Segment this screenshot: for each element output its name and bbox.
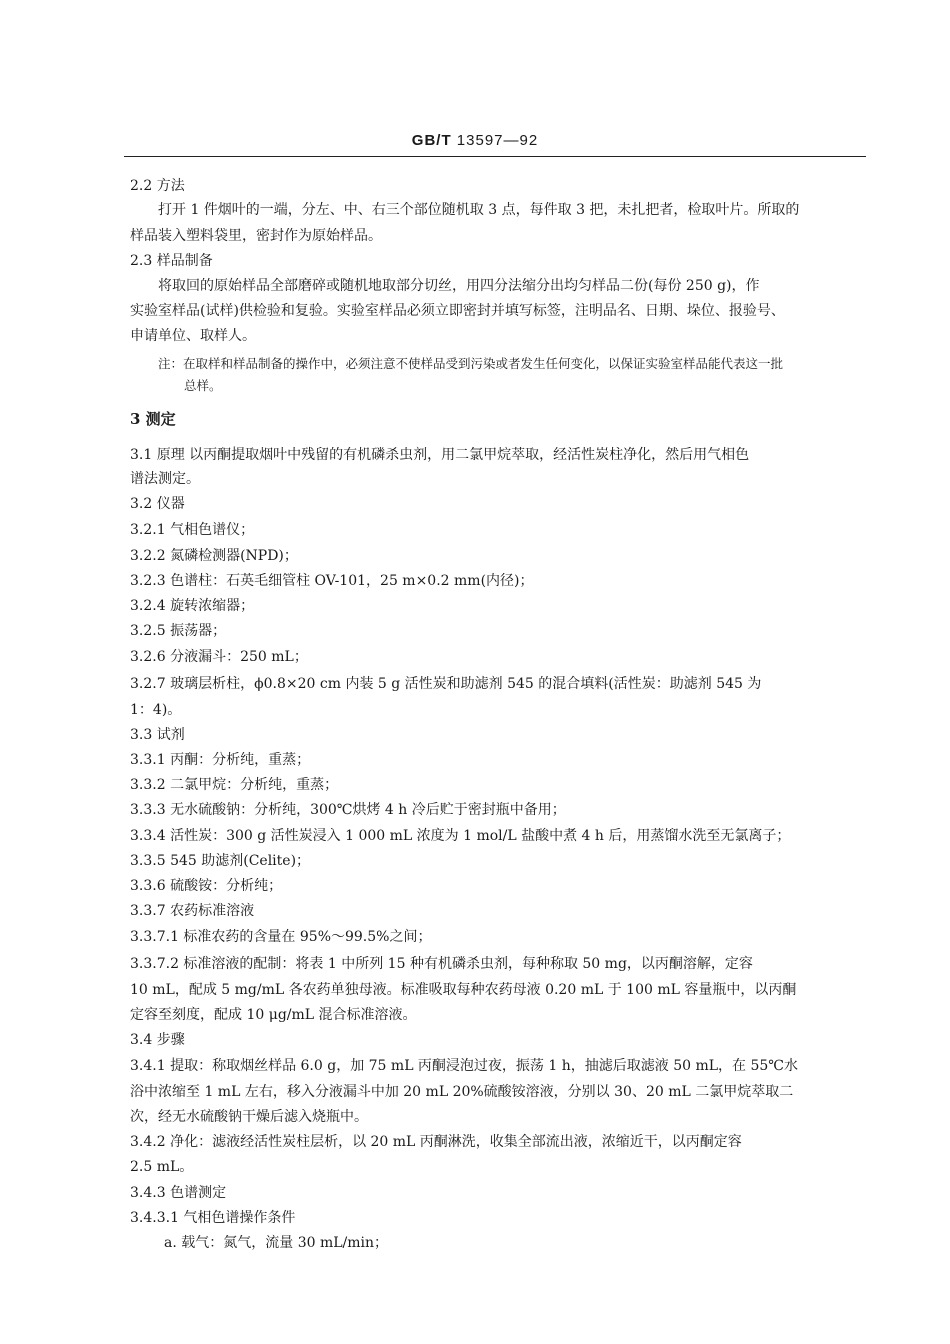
list-item: 3.4.3.1 气相色谱操作条件 bbox=[130, 1210, 296, 1226]
paragraph-line: 实验室样品(试样)供检验和复验。实验室样品必须立即密封并填写标签，注明品名、日期、垛位、报验号、 bbox=[130, 303, 785, 319]
paragraph-line: 3.1 原理 以丙酮提取烟叶中残留的有机磷杀虫剂，用二氯甲烷萃取，经活性炭柱净化，然后用气相色 bbox=[130, 447, 750, 463]
paragraph-line: 浴中浓缩至 1 mL 左右，移入分液漏斗中加 20 mL 20%硫酸铵溶液，分别以 30、20 mL 二氯甲烷萃取二 bbox=[130, 1084, 794, 1100]
list-item: 3.2.2 氮磷检测器(NPD)； bbox=[130, 548, 298, 564]
chapter-heading: 3 测定 bbox=[130, 410, 176, 428]
paragraph-line: 定容至刻度，配成 10 μg/mL 混合标准溶液。 bbox=[130, 1007, 417, 1023]
list-item: 3.3.2 二氯甲烷：分析纯，重蒸； bbox=[130, 777, 339, 793]
list-item: 3.2.1 气相色谱仪； bbox=[130, 522, 255, 538]
list-item: 3.3.5 545 助滤剂(Celite)； bbox=[130, 853, 311, 869]
section-heading: 3.3 试剂 bbox=[130, 727, 185, 743]
section-heading: 3.2 仪器 bbox=[130, 496, 185, 512]
header-rule bbox=[124, 156, 866, 157]
list-item: 3.2.3 色谱柱：石英毛细管柱 OV-101，25 m×0.2 mm(内径)； bbox=[130, 573, 534, 589]
list-item: 3.3.1 丙酮：分析纯，重蒸； bbox=[130, 752, 311, 768]
paragraph-line: 1：4)。 bbox=[130, 702, 182, 718]
note-line: 总样。 bbox=[184, 378, 222, 393]
list-item: 3.4.3 色谱测定 bbox=[130, 1185, 227, 1201]
list-item: 3.3.7 农药标准溶液 bbox=[130, 903, 255, 919]
note-line: 注：在取样和样品制备的操作中，必须注意不使样品受到污染或者发生任何变化，以保证实验室样品能代表这一批 bbox=[158, 356, 784, 371]
list-item: 3.3.6 硫酸铵：分析纯； bbox=[130, 878, 283, 894]
header-prefix: GB/T bbox=[411, 132, 452, 149]
paragraph-line: 10 mL，配成 5 mg/mL 各农药单独母液。标准吸取每种农药母液 0.20 mL 于 100 mL 容量瓶中，以丙酮 bbox=[130, 982, 797, 998]
paragraph-line: 将取回的原始样品全部磨碎或随机地取部分切丝，用四分法缩分出均匀样品二份(每份 250 g)，作 bbox=[158, 278, 760, 294]
paragraph-line: 打开 1 件烟叶的一端，分左、中、右三个部位随机取 3 点，每件取 3 把，未扎把者，检取叶片。所取的 bbox=[158, 202, 800, 218]
list-item: 3.2.7 玻璃层析柱，ϕ0.8×20 cm 内装 5 g 活性炭和助滤剂 545 的混合填料(活性炭：助滤剂 545 为 bbox=[130, 676, 762, 692]
paragraph-line: 样品装入塑料袋里，密封作为原始样品。 bbox=[130, 228, 382, 244]
list-item: 3.2.5 振荡器； bbox=[130, 623, 227, 639]
section-heading: 3.4 步骤 bbox=[130, 1032, 185, 1048]
list-item: 3.3.4 活性炭：300 g 活性炭浸入 1 000 mL 浓度为 1 mol/L 盐酸中煮 4 h 后，用蒸馏水洗至无氯离子； bbox=[130, 828, 791, 844]
list-item: 3.3.7.2 标准溶液的配制：将表 1 中所列 15 种有机磷杀虫剂，每种称取 50 mg，以丙酮溶解，定容 bbox=[130, 956, 753, 972]
paragraph-line: 2.5 mL。 bbox=[130, 1159, 194, 1175]
paragraph-line: 次，经无水硫酸钠干燥后滤入烧瓶中。 bbox=[130, 1109, 368, 1125]
list-item: 3.2.6 分液漏斗：250 mL； bbox=[130, 649, 308, 665]
list-item: 3.3.3 无水硫酸钠：分析纯，300℃烘烤 4 h 冷后贮于密封瓶中备用； bbox=[130, 802, 566, 818]
list-item: 3.2.4 旋转浓缩器； bbox=[130, 598, 255, 614]
list-item: a. 载气：氮气，流量 30 mL/min； bbox=[164, 1235, 389, 1251]
list-item: 3.3.7.1 标准农药的含量在 95%～99.5%之间； bbox=[130, 929, 432, 945]
paragraph-line: 谱法测定。 bbox=[130, 471, 200, 487]
standard-header bbox=[0, 132, 950, 149]
section-heading: 2.3 样品制备 bbox=[130, 253, 213, 269]
section-heading: 2.2 方法 bbox=[130, 178, 185, 194]
paragraph-line: 申请单位、取样人。 bbox=[130, 328, 256, 344]
header-number: 13597—92 bbox=[456, 132, 539, 149]
list-item: 3.4.2 净化：滤液经活性炭柱层析，以 20 mL 丙酮淋洗，收集全部流出液，浓缩近干，以丙酮定容 bbox=[130, 1134, 742, 1150]
list-item: 3.4.1 提取：称取烟丝样品 6.0 g，加 75 mL 丙酮浸泡过夜，振荡 1 h，抽滤后取滤液 50 mL，在 55℃水 bbox=[130, 1058, 798, 1074]
